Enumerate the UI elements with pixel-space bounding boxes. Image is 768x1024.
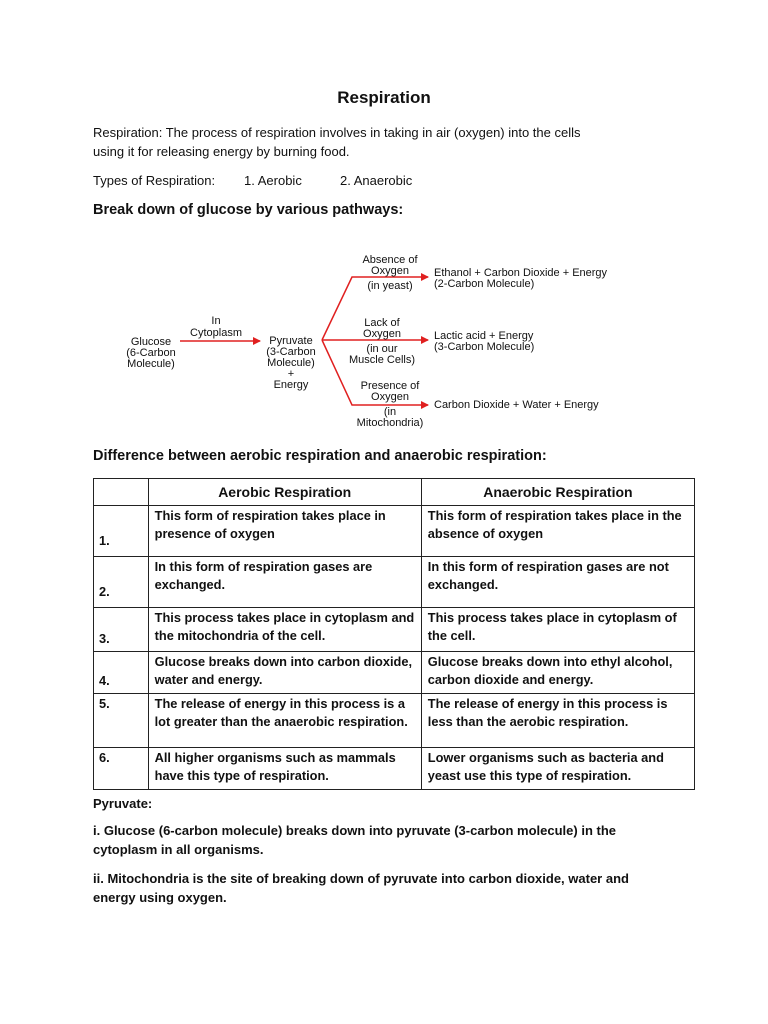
anaerobic-cell: This process takes place in cytoplasm of the cell. (421, 608, 694, 652)
aerobic-cell: Glucose breaks down into carbon dioxide, water and energy. (148, 652, 421, 694)
aerobic-cell: This process takes place in cytoplasm and the mitochondria of the cell. (148, 608, 421, 652)
table-row (94, 557, 695, 608)
aerobic-cell: All higher organisms such as mammals have this type of respiration. (148, 748, 421, 790)
pyruvate-point-2 (93, 869, 693, 907)
table-row (94, 694, 695, 748)
glucose-line-1: Glucose (130, 336, 172, 348)
aerobic-cell: In this form of respiration gases are exchanged. (148, 557, 421, 608)
branch2-condition-line-2: Oxygen (363, 328, 401, 340)
pyruvate-line-2: (3-Carbon (266, 346, 316, 358)
branch1-condition-line-2: Oxygen (371, 265, 409, 277)
branch2-condition-line-1: Lack of (364, 317, 400, 329)
anaerobic-cell: Lower organisms such as bacteria and yeast use this type of respiration. (421, 748, 694, 790)
table-row (94, 748, 695, 790)
type-anaerobic: 2. Anaerobic (340, 173, 413, 188)
row-number: 4. (94, 652, 149, 694)
table-row (94, 608, 695, 652)
row-number: 5. (94, 694, 149, 748)
page-title: Respiration (337, 88, 431, 107)
anaerobic-cell: Glucose breaks down into ethyl alcohol, carbon dioxide and energy. (421, 652, 694, 694)
branch3-condition-line-2: Oxygen (371, 391, 409, 403)
table-header-row (94, 479, 695, 506)
anaerobic-cell: The release of energy in this process is less than the aerobic respiration. (421, 694, 694, 748)
branch2-product-line-1: Lactic acid + Energy (434, 330, 534, 342)
aerobic-cell: This form of respiration takes place in presence of oxygen (148, 506, 421, 557)
header-anaerobic: Anaerobic Respiration (421, 479, 694, 506)
comparison-table (93, 478, 695, 790)
branch2-condition-line-3: (in our (366, 343, 398, 355)
glucose-node (126, 336, 176, 370)
difference-heading: Difference between aerobic respiration and anaerobic respiration: (93, 448, 547, 464)
pyruvate-line-5: Energy (273, 379, 309, 391)
pyruvate-point-2-line-2: energy using oxygen. (93, 890, 227, 905)
branch3-condition-line-3: (in (383, 406, 397, 418)
header-aerobic: Aerobic Respiration (148, 479, 421, 506)
branch2-condition-line-4: Muscle Cells) (348, 354, 416, 366)
row-number: 3. (94, 608, 149, 652)
branch1-condition-line-3: (in yeast) (367, 280, 413, 292)
pyruvate-point-2-line-1: ii. Mitochondria is the site of breaking down of pyruvate into carbon dioxide, water and (93, 871, 629, 886)
branch1-product-line-2: (2-Carbon Molecule) (434, 278, 535, 290)
branch2-product (434, 330, 534, 353)
pyruvate-line-1: Pyruvate (269, 335, 313, 347)
glucose-line-3: Molecule) (127, 358, 175, 370)
pyruvate-line-4: + (287, 368, 295, 380)
anaerobic-cell: In this form of respiration gases are not exchanged. (421, 557, 694, 608)
branch1-condition-line-1: Absence of (362, 254, 418, 266)
glucose-line-2: (6-Carbon (126, 347, 176, 359)
pyruvate-point-1-line-2: cytoplasm in all organisms. (93, 842, 264, 857)
pyruvate-point-1 (93, 821, 693, 859)
table-row (94, 506, 695, 557)
row-number: 1. (94, 506, 149, 557)
branch3-product-line-1: Carbon Dioxide + Water + Energy (434, 399, 599, 411)
branch1-product (434, 267, 608, 290)
breakdown-heading: Break down of glucose by various pathways: (93, 202, 404, 218)
pyruvate-line-3: Molecule) (267, 357, 315, 369)
types-label: Types of Respiration: (93, 173, 216, 188)
pyruvate-point-1-line-1: i. Glucose (6-carbon molecule) breaks down into pyruvate (3-carbon molecule) in the (93, 823, 616, 838)
in-cytoplasm-line-2: Cytoplasm (190, 327, 242, 339)
intro-line-2: using it for releasing energy by burning food. (93, 144, 350, 159)
pyruvate-heading: Pyruvate: (93, 796, 153, 811)
intro-line-1: Respiration: The process of respiration involves in taking in air (oxygen) into the cells (93, 125, 581, 140)
header-blank (94, 479, 149, 506)
branch3-condition-line-4: Mitochondria) (356, 417, 424, 429)
branch2-product-line-2: (3-Carbon Molecule) (434, 341, 535, 353)
glucose-pathway-diagram (0, 0, 768, 440)
pyruvate-node (266, 335, 316, 391)
aerobic-cell: The release of energy in this process is a lot greater than the anaerobic respiration. (148, 694, 421, 748)
branch1-product-line-1: Ethanol + Carbon Dioxide + Energy (434, 267, 608, 279)
in-cytoplasm-line-1: In (211, 315, 221, 327)
branch3-condition-line-1: Presence of (360, 380, 420, 392)
type-aerobic: 1. Aerobic (244, 173, 302, 188)
branch2-condition (349, 317, 415, 366)
branch3-product (434, 399, 599, 411)
in-cytoplasm-label (190, 315, 242, 339)
branch1-condition (362, 254, 418, 292)
row-number: 6. (94, 748, 149, 790)
table-row (94, 652, 695, 694)
anaerobic-cell: This form of respiration takes place in the absence of oxygen (421, 506, 694, 557)
row-number: 2. (94, 557, 149, 608)
